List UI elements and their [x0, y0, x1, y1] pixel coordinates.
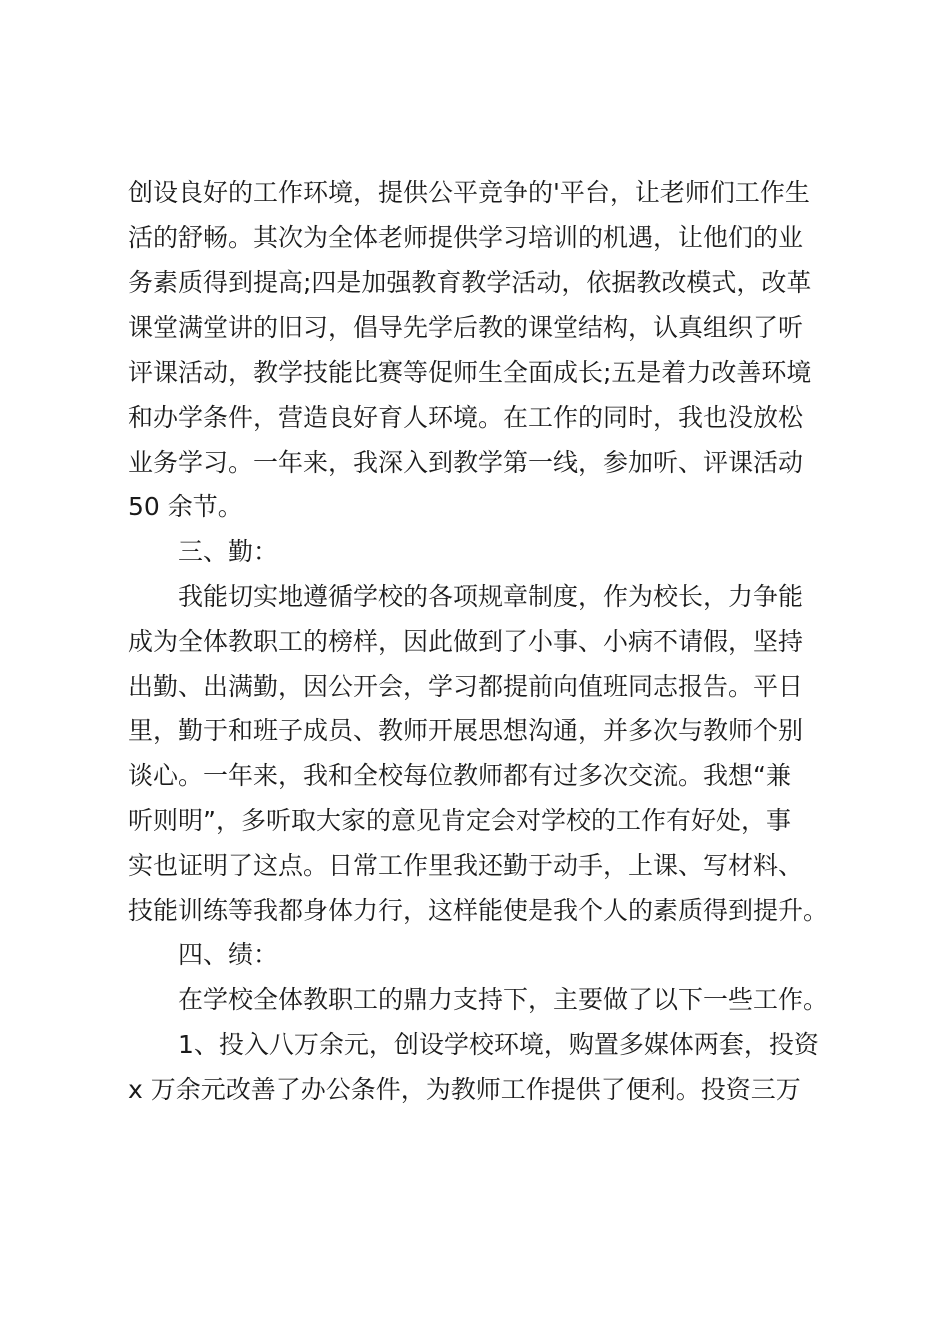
- text-line: 出勤、出满勤，因公开会，学习都提前向值班同志报告。平日: [128, 672, 804, 701]
- text-line: 成为全体教职工的榜样，因此做到了小事、小病不请假，坚持: [128, 627, 804, 656]
- section-heading: 三、勤：: [178, 537, 279, 566]
- text-line: 听则明”，多听取大家的意见肯定会对学校的工作有好处，事: [128, 806, 791, 835]
- text-line: 50 余节。: [128, 492, 243, 521]
- text-line: 活的舒畅。其次为全体老师提供学习培训的机遇，让他们的业: [128, 223, 804, 252]
- text-line: 务素质得到提高;四是加强教育教学活动，依据教改模式，改革: [128, 268, 812, 297]
- text-line: 评课活动，教学技能比赛等促师生全面成长;五是着力改善环境: [128, 358, 812, 387]
- paragraph-first-line: 我能切实地遵循学校的各项规章制度，作为校长，力争能: [178, 582, 804, 611]
- section-heading: 四、绩：: [178, 940, 279, 969]
- text-line: 业务学习。一年来，我深入到教学第一线，参加听、评课活动: [128, 448, 804, 477]
- text-line: 课堂满堂讲的旧习，倡导先学后教的课堂结构，认真组织了听: [128, 313, 804, 342]
- paragraph-first-line: 1、投入八万余元，创设学校环境，购置多媒体两套，投资: [178, 1030, 819, 1059]
- text-line: 里，勤于和班子成员、教师开展思想沟通，并多次与教师个别: [128, 716, 804, 745]
- paragraph-first-line: 在学校全体教职工的鼎力支持下，主要做了以下一些工作。: [178, 985, 829, 1014]
- text-line: 技能训练等我都身体力行，这样能使是我个人的素质得到提升。: [128, 896, 829, 925]
- text-line: 谈心。一年来，我和全校每位教师都有过多次交流。我想“兼: [128, 761, 791, 790]
- text-line: 实也证明了这点。日常工作里我还勤于动手，上课、写材料、: [128, 851, 804, 880]
- text-line: 创设良好的工作环境，提供公平竞争的'平台，让老师们工作生: [128, 178, 810, 207]
- text-line: x 万余元改善了办公条件，为教师工作提供了便利。投资三万: [128, 1075, 801, 1104]
- text-line: 和办学条件，营造良好育人环境。在工作的同时，我也没放松: [128, 403, 804, 432]
